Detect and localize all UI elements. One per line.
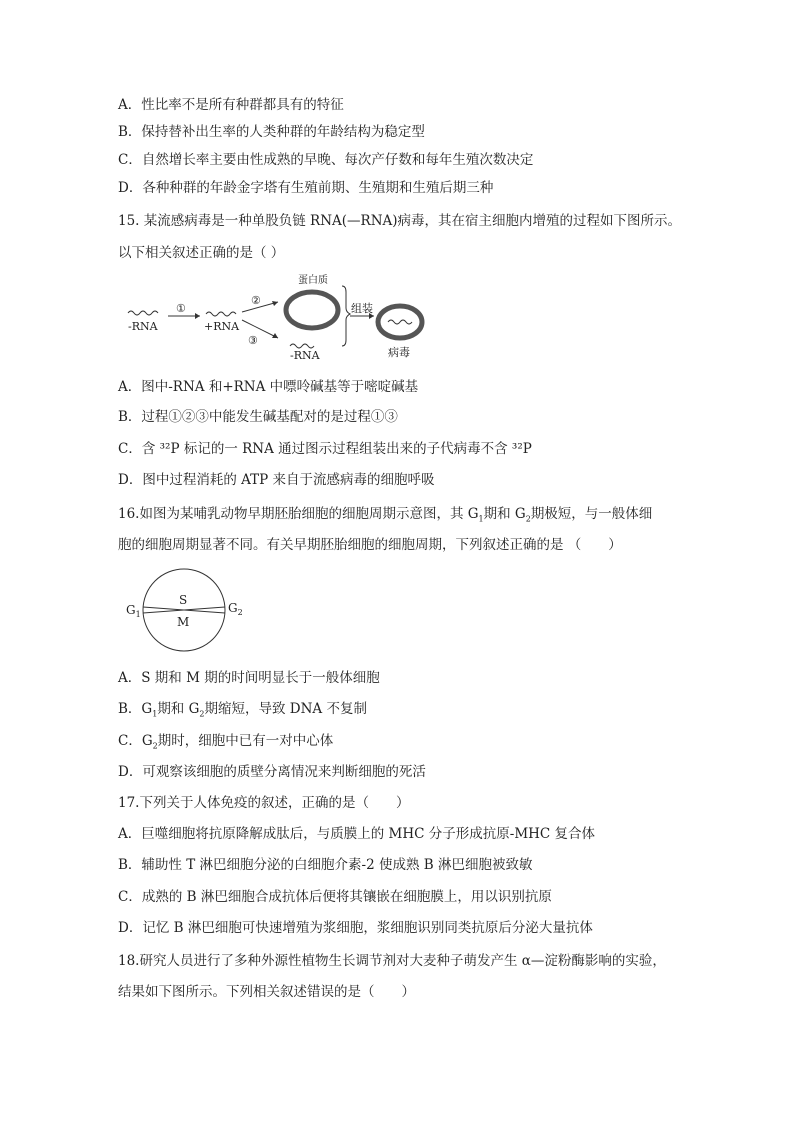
q15-stem-line1: 15. 某流感病毒是一种单股负链 RNA(—RNA)病毒，其在宿主细胞内增殖的过程如下图所示。 — [118, 213, 682, 229]
q17-option-d: D．记忆 B 淋巴细胞可快速增殖为浆细胞，浆细胞识别同类抗原后分泌大量抗体 — [118, 920, 593, 936]
q16-stem-line2: 胞的细胞周期显著不同。有关早期胚胎细胞的细胞周期，下列叙述正确的是 （ ） — [118, 537, 622, 553]
q16-option-a: A．S 期和 M 期的时间明显长于一般体细胞 — [118, 670, 380, 686]
q16-option-d: D．可观察该细胞的质壁分离情况来判断细胞的死活 — [118, 764, 426, 780]
protein-label: 蛋白质 — [298, 275, 328, 286]
neg-rna-strand-2 — [290, 344, 314, 348]
s-phase-label: S — [179, 593, 188, 607]
q18-stem-line1: 18.研究人员进行了多种外源性植物生长调节剂对大麦种子萌发产生 α—淀粉酶影响的实验， — [118, 953, 666, 969]
q14-option-b: B．保持替补出生率的人类种群的年龄结构为稳定型 — [118, 124, 425, 140]
q16-stem-line1: 16.如图为某哺乳动物早期胚胎细胞的细胞周期示意图，其 $G_1$期和 $G_2$期极短，与一般体细 — [118, 506, 653, 524]
pos-rna-label: +RNA — [204, 320, 240, 333]
neg-rna-label: -RNA — [128, 320, 158, 333]
q16-option-b: B．$G_1$期和 $G_2$期缩短，导致 DNA 不复制 — [118, 701, 367, 719]
neg-rna-label-2: -RNA — [290, 349, 320, 362]
q16-cell-cycle-diagram — [122, 566, 262, 656]
g2-label: $G_2$ — [228, 601, 243, 617]
q15-option-c: C．含 ³²P 标记的一 RNA 通过图示过程组装出来的子代病毒不含 ³²P — [118, 441, 532, 457]
q18-stem-line2: 结果如下图所示。下列相关叙述错误的是（ ） — [118, 984, 415, 1000]
step2-label: ② — [251, 294, 261, 307]
q15-virus-replication-diagram — [118, 272, 438, 364]
virus-label: 病毒 — [388, 346, 410, 359]
q15-option-a: A．图中-RNA 和+RNA 中嘌呤碱基等于嘧啶碱基 — [118, 379, 419, 395]
q15-option-d: D．图中过程消耗的 ATP 来自于流感病毒的细胞呼吸 — [118, 472, 435, 488]
g1-label: $G_1$ — [126, 603, 141, 619]
q16-option-c: C．$G_2$期时，细胞中已有一对中心体 — [118, 733, 334, 751]
q14-option-a: A．性比率不是所有种群都具有的特征 — [118, 97, 344, 113]
neg-rna-strand — [128, 311, 158, 315]
q17-option-b: B．辅助性 T 淋巴细胞分泌的白细胞介素-2 使成熟 B 淋巴细胞被致敏 — [118, 857, 533, 873]
q15-stem-line2: 以下相关叙述正确的是（ ） — [118, 245, 285, 261]
step3-label: ③ — [248, 334, 258, 347]
q17-option-a: A．巨噬细胞将抗原降解成肽后，与质膜上的 MHC 分子形成抗原-MHC 复合体 — [118, 826, 596, 842]
assembly-bracket — [342, 286, 350, 346]
step1-label: ① — [176, 302, 186, 315]
q14-option-d: D．各种种群的年龄金字塔有生殖前期、生殖期和生殖后期三种 — [118, 180, 494, 196]
q17-stem: 17.下列关于人体免疫的叙述，正确的是（ ） — [118, 795, 410, 811]
m-phase-label: M — [177, 615, 190, 629]
assemble-label: 组装 — [351, 302, 373, 315]
q15-option-b: B．过程①②③中能发生碱基配对的是过程①③ — [118, 409, 398, 425]
q14-option-c: C．自然增长率主要由性成熟的早晚、每次产仔数和每年生殖次数决定 — [118, 152, 534, 168]
protein-capsid — [286, 292, 338, 328]
q17-option-c: C．成熟的 B 淋巴细胞合成抗体后便将其镶嵌在细胞膜上，用以识别抗原 — [118, 889, 552, 905]
pos-rna-strand — [206, 312, 236, 316]
virus-rna — [388, 320, 412, 324]
